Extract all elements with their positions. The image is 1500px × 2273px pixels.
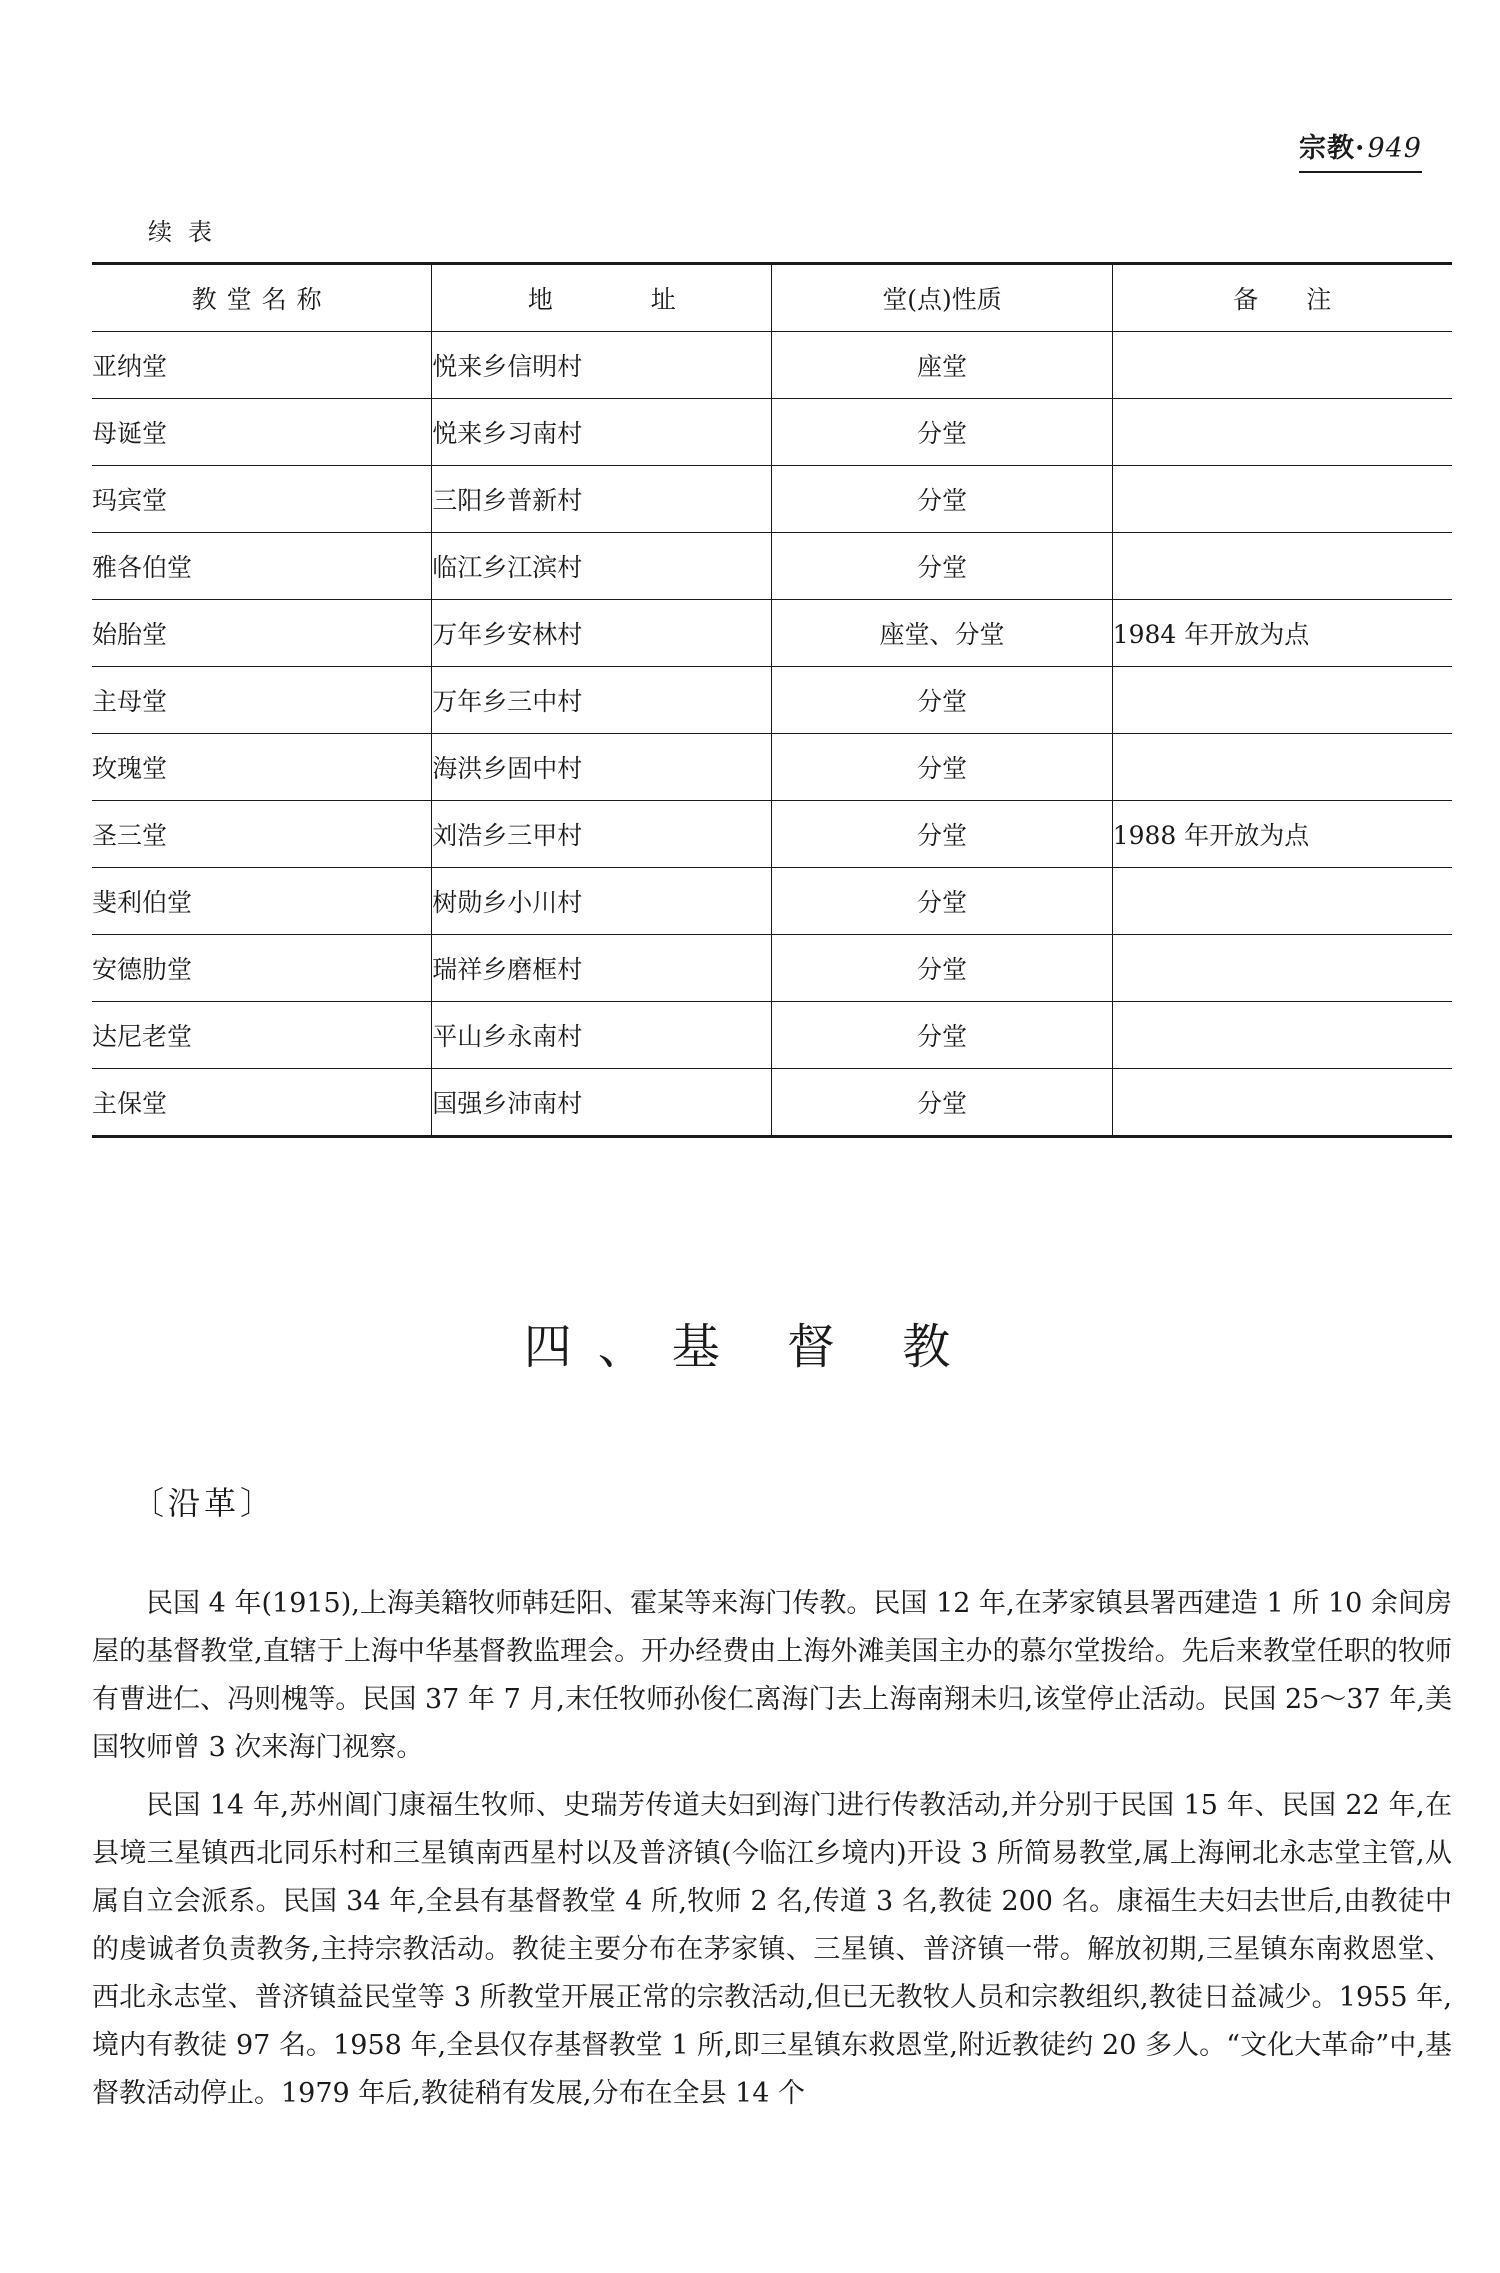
cell-church-name: 斐利伯堂 [92, 888, 193, 917]
cell-address: 万年乡三中村 [432, 667, 772, 734]
table-row [92, 868, 1452, 935]
table-row [92, 466, 1452, 533]
cell-remark [1112, 734, 1452, 801]
column-header-nature: 堂(点)性质 [772, 264, 1112, 332]
running-header [1299, 126, 1422, 173]
table-row [92, 332, 1452, 399]
cell-address: 平山乡永南村 [432, 1002, 772, 1069]
table-row [92, 1002, 1452, 1069]
cell-remark [1112, 533, 1452, 600]
table-row [92, 935, 1452, 1002]
table-row [92, 734, 1452, 801]
cell-address: 临江乡江滨村 [432, 533, 772, 600]
table-row [92, 1069, 1452, 1137]
cell-nature: 分堂 [772, 466, 1112, 533]
cell-church-name: 始胎堂 [92, 620, 168, 649]
cell-address: 悦来乡信明村 [432, 332, 772, 399]
cell-address: 瑞祥乡磨框村 [432, 935, 772, 1002]
cell-church-name: 主母堂 [92, 687, 168, 716]
cell-nature: 座堂 [772, 332, 1112, 399]
cell-remark [1112, 466, 1452, 533]
column-header-address: 地 址 [432, 264, 772, 332]
cell-nature: 分堂 [772, 667, 1112, 734]
cell-church-name: 母诞堂 [92, 419, 168, 448]
cell-nature: 分堂 [772, 935, 1112, 1002]
table-header-row [92, 264, 1452, 332]
column-header-name: 教堂名称 [191, 285, 332, 314]
cell-church-name: 安德肋堂 [92, 955, 193, 984]
cell-address: 海洪乡固中村 [432, 734, 772, 801]
table-row [92, 600, 1452, 667]
cell-remark [1112, 935, 1452, 1002]
cell-remark: 1984 年开放为点 [1112, 600, 1452, 667]
cell-address: 国强乡沛南村 [432, 1069, 772, 1137]
paragraph: 民国 4 年(1915),上海美籍牧师韩廷阳、霍某等来海门传教。民国 12 年,在茅家镇县署西建造 1 所 10 余间房屋的基督教堂,直辖于上海中华基督教监理会。开办经费由上海外滩美国主办的慕尔堂拨给。先后来教堂任职的牧师有曹进仁、冯则槐等。民国 37 年 7 月,末任牧师孙俊仁离海门去上海南翔未归,该堂停止活动。民国 25～37 年,美国牧师曾 3 次来海门视察。 [92, 1588, 1452, 1763]
table-row [92, 667, 1452, 734]
cell-address: 树勋乡小川村 [432, 868, 772, 935]
section-title: 四、基 督 教 [523, 1319, 977, 1375]
cell-address: 悦来乡习南村 [432, 399, 772, 466]
cell-nature: 分堂 [772, 868, 1112, 935]
cell-remark [1112, 667, 1452, 734]
paragraph: 民国 14 年,苏州阊门康福生牧师、史瑞芳传道夫妇到海门进行传教活动,并分别于民国 15 年、民国 22 年,在县境三星镇西北同乐村和三星镇南西星村以及普济镇(今临江乡境内)开设 3 所简易教堂,属上海闸北永志堂主管,从属自立会派系。民国 34 年,全县有基督教堂 4 所,牧师 2 名,传道 3 名,教徒 200 名。康福生夫妇去世后,由教徒中的虔诚者负责教务,主持宗教活动。教徒主要分布在茅家镇、三星镇、普济镇一带。解放初期,三星镇东南救恩堂、西北永志堂、普济镇益民堂等 3 所教堂开展正常的宗教活动,但已无教牧人员和宗教组织,教徒日益减少。1955 年,境内有教徒 97 名。1958 年,全县仅存基督教堂 1 所,即三星镇东救恩堂,附近教徒约 20 多人。“文化大革命”中,基督教活动停止。1979 年后,教徒稍有发展,分布在全县 14 个 [92, 1790, 1452, 2109]
church-table [92, 262, 1452, 1138]
cell-nature: 分堂 [772, 533, 1112, 600]
cell-nature: 座堂、分堂 [772, 600, 1112, 667]
cell-church-name: 主保堂 [92, 1089, 168, 1118]
cell-church-name: 亚纳堂 [92, 352, 168, 381]
cell-remark [1112, 868, 1452, 935]
continuation-label: 续表 [148, 218, 228, 246]
column-header-remark: 备 注 [1112, 264, 1452, 332]
cell-nature: 分堂 [772, 399, 1112, 466]
header-separator: · [1355, 133, 1366, 164]
cell-remark [1112, 1069, 1452, 1137]
cell-address: 刘浩乡三甲村 [432, 801, 772, 868]
cell-remark [1112, 399, 1452, 466]
cell-nature: 分堂 [772, 1002, 1112, 1069]
cell-nature: 分堂 [772, 734, 1112, 801]
cell-remark [1112, 332, 1452, 399]
cell-church-name: 达尼老堂 [92, 1022, 193, 1051]
table-row [92, 533, 1452, 600]
body-text [92, 1580, 1452, 2128]
page-number: 949 [1367, 133, 1422, 164]
cell-address: 三阳乡普新村 [432, 466, 772, 533]
table-row [92, 801, 1452, 868]
cell-church-name: 玫瑰堂 [92, 754, 168, 783]
header-section: 宗教 [1299, 133, 1356, 164]
table-row [92, 399, 1452, 466]
cell-church-name: 雅各伯堂 [92, 553, 193, 582]
cell-church-name: 圣三堂 [92, 821, 168, 850]
cell-church-name: 玛宾堂 [92, 486, 168, 515]
cell-address: 万年乡安林村 [432, 600, 772, 667]
cell-remark: 1988 年开放为点 [1112, 801, 1452, 868]
table-body [92, 332, 1452, 1137]
cell-nature: 分堂 [772, 1069, 1112, 1137]
subheading: 〔沿革〕 [132, 1484, 277, 1522]
cell-remark [1112, 1002, 1452, 1069]
cell-nature: 分堂 [772, 801, 1112, 868]
